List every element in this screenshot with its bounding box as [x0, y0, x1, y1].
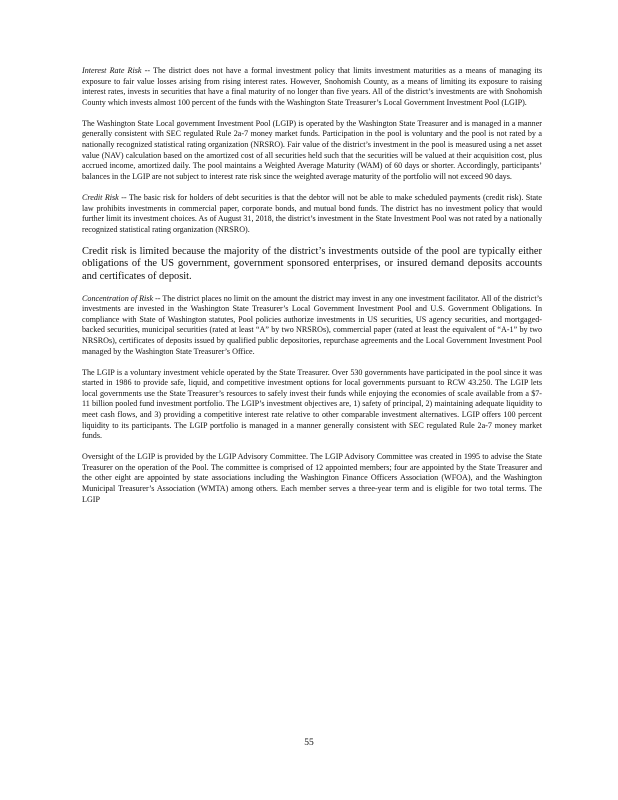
- paragraph-text: -- The district does not have a formal investment policy that limits investment maturities as a means of managing its exposure to fair value losses arising from rising interest rates. However, Snohomish County, as a means of limiting its exposure to raising interest rates, invests in securities that have a final maturity of no longer than five years. All of the district’s investments are with Snohomish County which invests almost 100 percent of the funds with the Washington State Treasurer’s Local Government Investment Pool (LGIP).: [82, 66, 542, 107]
- document-page: [82, 66, 542, 516]
- paragraph-text: -- The basic risk for holders of debt securities is that the debtor will not be able to make scheduled payments (credit risk). State law prohibits investments in commercial paper, corporate bonds, and mutual bond funds. The district has no investment policy that would further limit its investment choices. As of August 31, 2018, the district’s investment in the State Investment Pool was not rated by a nationally recognized statistical rating organization (NRSRO).: [82, 192, 542, 234]
- paragraph-credit-risk: [82, 193, 542, 235]
- paragraph-credit-risk-limited: [82, 246, 542, 283]
- paragraph-text: The LGIP is a voluntary investment vehicle operated by the State Treasurer. Over 530 governments have participated in the pool since it was started in 1986 to provide safe, liquid, and competitive investment options for local governments pursuant to RCW 43.250. The LGIP lets local governments use the State Treasurer’s resources to safely invest their funds while enjoying the economies of scale available from a $7-11 billion pooled fund investment portfolio. The LGIP’s investment objectives are, 1) safety of principal, 2) maintaining adequate liquidity to meet cash flows, and 3) providing a competitive interest rate relative to other comparable investment alternatives. LGIP offers 100 percent liquidity to its participants. The LGIP portfolio is managed in a manner generally consistent with SEC regulated Rule 2a-7 money market funds.: [82, 367, 542, 441]
- paragraph-text: -- The district places no limit on the amount the district may invest in any one investment facilitator. All of the district’s investments are invested in the Washington State Treasurer’s Local Government Investment Pool and U.S. Government Obligations. In compliance with State of Washington statutes, Pool policies authorize investments in US securities, US agency securities, and mortgaged-backed securities, municipal securities (rated at least “A” by two NRSROs), commercial paper (rated at least the equivalent of “A-1” by two NRSROs), certificates of deposits issued by qualified public depositories, repurchase agreements and the Local Government Investment Pool managed by the Washington State Treasurer’s Office.: [82, 293, 542, 356]
- paragraph-interest-rate-risk: [82, 66, 542, 108]
- paragraph-text: Credit risk is limited because the majority of the district’s investments outside of the pool are typically either obligations of the US government, government sponsored enterprises, or insured demand deposits accounts and certificates of deposit.: [82, 245, 542, 282]
- heading-credit-risk: Credit Risk: [82, 192, 119, 202]
- page-number: 55: [304, 738, 314, 748]
- paragraph-text: The Washington State Local government Investment Pool (LGIP) is operated by the Washington State Treasurer and is managed in a manner generally consistent with SEC regulated Rule 2a-7 money market funds. Participation in the pool is voluntary and the pool is not rated by a nationally recognized statistical rating organization (NRSRO). Fair value of the district’s investment in the pool is measured using a net asset value (NAV) calculation based on the amortized cost of all securities held such that the securities will be valued at their acquisition cost, plus accrued income, amortized daily. The pool maintains a Weighted Average Maturity (WAM) of 60 days or shorter. Accordingly, participants’ balances in the LGIP are not subject to interest rate risk since the weighted average maturity of the portfolio will not exceed 90 days.: [82, 118, 542, 181]
- paragraph-text: Oversight of the LGIP is provided by the LGIP Advisory Committee. The LGIP Advisory Committee was created in 1995 to advise the State Treasurer on the operation of the Pool. The committee is comprised of 12 appointed members; four are appointed by the State Treasurer and the other eight are appointed by state associations including the Washington Finance Officers Association (WFOA), and the Washington Municipal Treasurer’s Association (WMTA) among others. Each member serves a three-year term and is eligible for two total terms. The LGIP: [82, 452, 542, 504]
- paragraph-lgip-overview: [82, 368, 542, 442]
- paragraph-lgip-oversight: [82, 452, 542, 505]
- heading-interest-rate-risk: Interest Rate Risk: [82, 66, 142, 75]
- heading-concentration-of-risk: Concentration of Risk: [82, 293, 154, 303]
- paragraph-lgip-description: [82, 119, 542, 183]
- paragraph-concentration-of-risk: [82, 294, 542, 358]
